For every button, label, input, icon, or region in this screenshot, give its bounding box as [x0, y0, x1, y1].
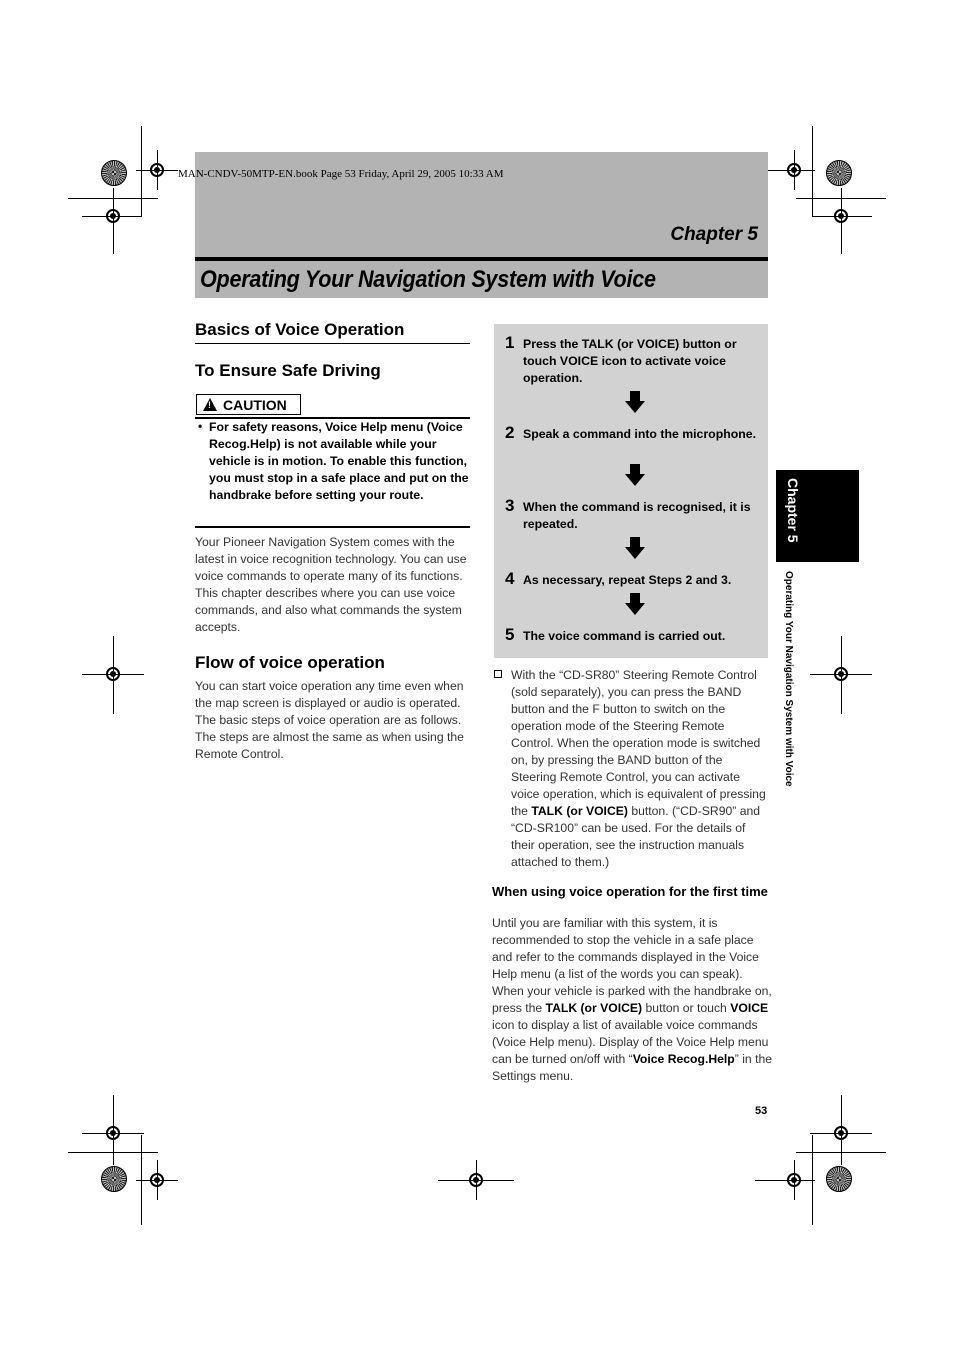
caution-badge: [196, 394, 301, 415]
down-arrow-icon: [625, 537, 645, 559]
registration-disc-icon: [826, 1166, 852, 1192]
step-number: 2: [505, 423, 515, 442]
step-text: As necessary, repeat Steps 2 and 3.: [523, 573, 732, 587]
chapter-side-tab-label: [777, 478, 805, 558]
step-text: The voice command is carried out.: [523, 629, 726, 643]
paragraph-text: Until you are familiar with this system, it is recommended to stop the vehicle in a safe place and refer to the commands displayed in the Voice Help menu (a list of the words you can speak). When your vehicle is parked with the handbrake on, press the: [492, 916, 772, 1015]
file-info: MAN-CNDV-50MTP-EN.book Page 53 Friday, April 29, 2005 10:33 AM: [178, 168, 504, 180]
page-title: Operating Your Navigation System with Voice: [200, 266, 656, 293]
caution-rule-bottom: [195, 526, 470, 528]
paragraph-text: ” in the Settings menu.: [492, 1052, 773, 1083]
page-number: 53: [755, 1105, 768, 1117]
subheading-first-time: When using voice operation for the first time: [492, 884, 768, 899]
chapter-label: Chapter 5: [670, 224, 758, 245]
note-text: With the “CD-SR80” Steering Remote Control (sold separately), you can press the BAND button and the F button to switch on the operation mode of the Steering Remote Control. When the operation mode is switched on, by pressing the BAND button of the Steering Remote Control, you can activate voice operation, which is equivalent of pressing the: [511, 668, 766, 818]
step-text: Speak a command into the microphone.: [523, 427, 756, 441]
intro-paragraph: Your Pioneer Navigation System comes with the latest in voice recognition technology. You can use voice commands to operate many of its functions. This chapter describes where you can use voice commands, and also what commands the system accepts.: [195, 535, 467, 634]
paragraph-text: button or touch: [642, 1001, 731, 1015]
keyword: Voice Recog.Help: [632, 1052, 735, 1066]
note-checkbox-icon: [494, 670, 502, 678]
section-heading-flow: Flow of voice operation: [195, 653, 385, 672]
down-arrow-icon: [625, 464, 645, 486]
side-tab-chapter: Chapter 5: [785, 478, 801, 543]
registration-disc-icon: [101, 160, 127, 186]
registration-disc-icon: [101, 1166, 127, 1192]
header-rule: [195, 257, 768, 261]
step-text: Press the TALK (or VOICE) button or touch VOICE icon to activate voice operation.: [523, 337, 737, 385]
paragraph-text: icon to display a list of available voice commands (Voice Help menu). Display of the Voice Help menu can be turned on/off with “: [492, 1018, 769, 1066]
section-rule: [195, 343, 470, 344]
keyword: VOICE: [730, 1001, 769, 1015]
side-description-text: Operating Your Navigation System with Voice: [783, 571, 794, 787]
step-number: 5: [505, 625, 515, 644]
step-text: When the command is recognised, it is repeated.: [523, 500, 751, 531]
step-number: 1: [505, 333, 515, 352]
section-heading-basics: Basics of Voice Operation: [195, 320, 405, 339]
note-keyword: TALK (or VOICE): [531, 804, 628, 818]
section-heading-safe-driving: To Ensure Safe Driving: [195, 361, 381, 380]
caution-bullet: •: [198, 419, 203, 433]
step-number: 4: [505, 569, 515, 588]
caution-label: CAUTION: [223, 396, 287, 413]
keyword: TALK (or VOICE): [545, 1001, 643, 1015]
down-arrow-icon: [625, 593, 645, 615]
down-arrow-icon: [625, 391, 645, 413]
first-time-paragraph: [492, 915, 772, 1085]
registration-disc-icon: [826, 160, 852, 186]
caution-text: For safety reasons, Voice Help menu (Voice Recog.Help) is not available while your vehicle is in motion. To enable this function, you must stop in a safe place and put on the handbrake before setting your route.: [209, 420, 469, 502]
step-number: 3: [505, 496, 515, 515]
note-text: button. (“CD-SR90” and “CD-SR100” can be used. For the details of their operation, see the instruction manuals attached to them.): [511, 804, 761, 869]
note-paragraph: [511, 667, 769, 871]
warning-icon: [203, 398, 217, 411]
flow-paragraph: You can start voice operation any time even when the map screen is displayed or audio is operated. The basic steps of voice operation are as follows. The steps are almost the same as when using the Remote Control.: [195, 679, 464, 761]
